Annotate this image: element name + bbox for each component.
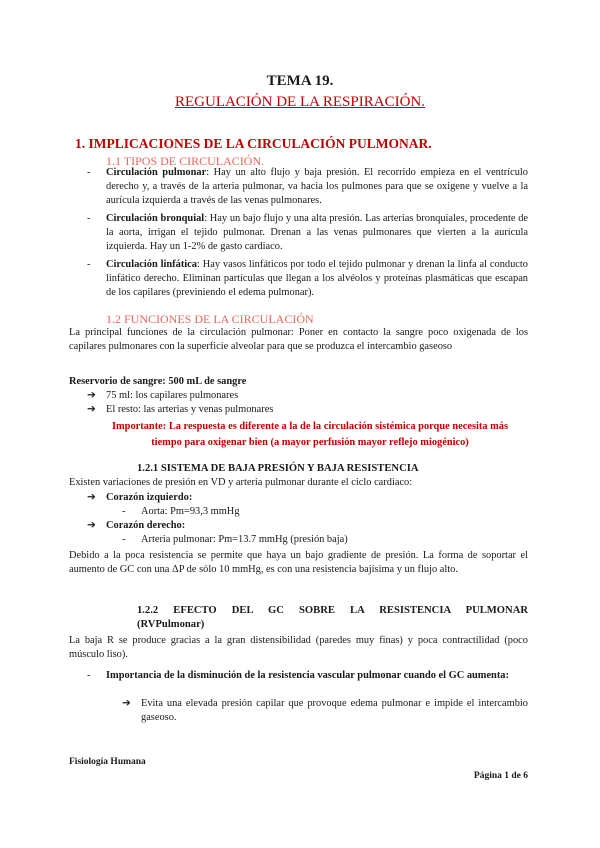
arrow-bullet: ➔ [87, 404, 96, 415]
dash-bullet: - [87, 259, 91, 270]
list-item-pulmonar [106, 166, 528, 209]
section-1-heading: 1. IMPLICACIONES DE LA CIRCULACIÓN PULMONAR. [75, 136, 432, 151]
pressure-variations-intro: Existen variaciones de presión en VD y arteria pulmonar durante el ciclo cardiaco: [69, 477, 413, 488]
low-r-paragraph: La baja R se produce gracias a la gran distensibilidad (paredes muy finas) y poca contractilidad (poco músculo liso). [69, 635, 528, 661]
arrow-bullet: ➔ [87, 390, 96, 401]
section-1-2-1-heading: 1.2.1 SISTEMA DE BAJA PRESIÓN Y BAJA RESISTENCIA [137, 463, 419, 474]
document-title: TEMA 19. [266, 73, 334, 89]
dash-bullet: - [87, 213, 91, 224]
term-description: : Hay un alto flujo y baja presión. El recorrido empieza en el ventrículo derecho y, a través de la arteria pulmonar, va hacia los pulmones para que se oxigene y vuelve a la aurícula izquierda a través de las venas pulmonares. [106, 167, 528, 207]
document-subtitle: REGULACIÓN DE LA RESPIRACIÓN. [174, 94, 425, 110]
arrow-bullet: ➔ [87, 492, 96, 503]
pulmonary-artery-pressure: Arteria pulmonar: Pm=13.7 mmHg (presión baja) [141, 534, 348, 545]
reservoir-item: El resto: las arterias y venas pulmonares [106, 404, 274, 415]
important-note: Importante: La respuesta es diferente a la de la circulación sistémica porque necesita más tiempo para oxigenar bien (a mayor perfusión mayor reflejo miogénico) [111, 421, 509, 448]
dash-bullet: - [122, 506, 126, 517]
functions-intro-paragraph: La principal funciones de la circulación pulmonar: Poner en contacto la sangre poco oxigenada de los capilares pulmonares con la superficie alveolar para que se produzca el intercambio gaseoso [69, 327, 528, 353]
importance-point: Importancia de la disminución de la resistencia vascular pulmonar cuando el GC aumenta: [106, 670, 509, 681]
left-heart-label: Corazón izquierdo: [106, 492, 193, 503]
section-1-1-heading: 1.1 TIPOS DE CIRCULACIÓN. [106, 154, 265, 168]
footer-subject: Fisiología Humana [69, 757, 146, 767]
term-circulacion-linfatica: Circulación linfática [106, 259, 197, 270]
reservoir-item: 75 ml: los capilares pulmonares [106, 390, 239, 401]
term-description: : Hay vasos linfáticos por todo el tejido pulmonar y drenan la linfa al conducto linfático derecho. Eliminan partículas que llegan a los alvéolos y proteínas plasmáticas que escapan de los capilares (previniendo el edema pulmonar). [106, 259, 528, 299]
low-resistance-paragraph: Debido a la poca resistencia se permite que haya un bajo gradiente de presión. La forma de soportar el aumento de GC con una ΔP de sólo 10 mmHg, es con una resistencia bajísima y un flujo alto. [69, 550, 528, 576]
reservoir-label: Reservorio de sangre: 500 mL de sangre [69, 376, 247, 387]
arrow-bullet: ➔ [122, 698, 131, 709]
dash-bullet: - [87, 670, 91, 681]
dash-bullet: - [87, 167, 91, 178]
aorta-pressure: Aorta: Pm=93,3 mmHg [141, 506, 240, 517]
section-1-2-2-heading-cont: (RVPulmonar) [137, 619, 205, 630]
arrow-bullet: ➔ [87, 520, 96, 531]
section-1-2-2-heading: 1.2.2 EFECTO DEL GC SOBRE LA RESISTENCIA PULMONAR [137, 605, 528, 616]
term-description: : Hay un bajo flujo y una alta presión. Las arterias bronquiales, procedente de la aorta, irrigan el tejido pulmonar. Drenan a las venas pulmonares que vierten a la aurícula izquierda. Hay un 1-2% de gasto cardiaco. [106, 213, 528, 253]
importance-detail: Evita una elevada presión capilar que provoque edema pulmonar e impide el intercambio gaseoso. [141, 698, 528, 724]
list-item-linfatica [106, 258, 528, 301]
dash-bullet: - [122, 534, 126, 545]
term-circulacion-bronquial: Circulación bronquial [106, 213, 205, 224]
right-heart-label: Corazón derecho: [106, 520, 186, 531]
footer-page-number: Página 1 de 6 [473, 771, 528, 781]
term-circulacion-pulmonar: Circulación pulmonar [106, 167, 207, 178]
list-item-bronquial [106, 212, 528, 255]
section-1-2-heading: 1.2 FUNCIONES DE LA CIRCULACIÓN [106, 312, 314, 326]
